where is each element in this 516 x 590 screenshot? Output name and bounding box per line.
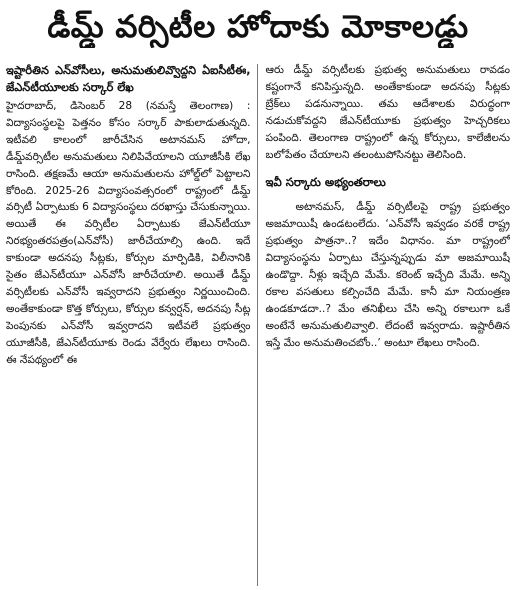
objections-paragraph: అటానమస్, డీమ్డ్ వర్సిటీలపై రాష్ట్ర ప్రభుత్వం అజమాయిషీ ఉండటంలేదు. ‘ఎన్‌వోసీ ఇవ్వడం వరకే రాష్ట్ర ప్రభుత్వం పాత్రనా..? ఇదేం విధానం. మా రాష్ట్రంలో విద్యాసంస్థను ఏర్పాటు చేస్తున్నప్పుడు మా అజమాయిషీ ఉండొద్దా. నీళ్లు ఇచ్చేది మేమే. కరెంట్ ఇచ్చేది మేమే. అన్ని రకాల వసతులు కల్పించేది మేమే. కానీ మా నియంత్రణ ఉండకూడదా..? మేం తనిఖీలు చేసి అన్ని రకాలుగా ఒకే అంటేనే అనుమతులివ్వాలి. లేదంటే ఇవ్వరాదు. ఇష్టారీతిన ఇస్తే మేం అనుమతించబోం..’ అంటూ లేఖలు రాసింది. [265,201,510,349]
subheadline: ఇష్టారీతిన ఎన్‌వోసీలు, అనుమతులివ్వొద్దని ఏఐసీటీఈ, జేఎన్‌టీయూలకు సర్కార్ లేఖ [6,64,251,94]
continuation-paragraph: ఆరు డీమ్డ్ వర్సిటీలకు ప్రభుత్వ అనుమతులు రావడం కష్టంగానే కనిపిస్తున్నది. అంతేకాకుండా అదనపు సీట్లకు బ్రేక్‌లు పడనున్నాయి. తమ ఆదేశాలకు విరుద్ధంగా నడుచుకోవద్దని జేఎన్‌టీయూకు ప్రభుత్వం హెచ్చరికలు పంపింది. తెలంగాణ రాష్ట్రంలో ఉన్న కోర్సులు, కాలేజీలను బలోపేతం చేయాలని తలంటుపోసినట్టు తెలిసింది. [265,64,510,161]
left-column [6,62,257,586]
section-title: ఇవీ సర్కారు అభ్యంతరాలు [265,175,386,190]
right-column [258,62,511,586]
article-body [6,62,510,586]
dateline-paragraph: హైదరాబాద్, డిసెంబర్ 28 (నమస్తే తెలంగాణ) : విద్యాసంస్థలపై పెత్తనం కోసం సర్కార్ పాకులాడుతున్నది. ఇటీవలి కాలంలో జారీచేసిన అటానమస్ హోదా, డీమ్డ్‌వర్సిటీల అనుమతులు నిలిపివేయాలని యూజీసీకి లేఖ రాసింది. తక్షణమే ఆయా అనుమతులను హోల్డ్‌లో పెట్టాలని కోరింది. 2025-26 విద్యాసంవత్సరంలో రాష్ట్రంలో డీమ్డ్ వర్సిటీ ఏర్పాటుకు 6 విద్యాసంస్థలు దరఖాస్తు చేసుకున్నాయి. అయితే ఈ వర్సిటీల ఏర్పాటుకు జేఎన్‌టీయూ నిరభ్యంతరపత్రం(ఎన్‌వోసీ) జారీచేయాల్సి ఉంది. ఇదే కాకుండా అదనపు సీట్లకు, కోర్సుల మార్పిడికి, విలీనానికి సైతం జేఎన్‌టీయూ ఎన్‌వోసీ జారీచేయాలి. అయితే డీమ్డ్ వర్సిటీలకు ఎన్‌వోసీ ఇవ్వరాదని ప్రభుత్వం నిర్ణయించింది. అంతేకాకుండా కొత్త కోర్సులు, కోర్సుల కన్వర్షన్, అదనపు సీట్ల పెంపునకు ఎన్‌వోసీ ఇవ్వరాదని ఇటీవలే ప్రభుత్వం యూజీసీకి, జేఎన్‌టీయూకు రెండు వేర్వేరు లేఖలు రాసింది. ఈ నేపథ్యంలో ఈ [6,100,251,366]
headline: డీమ్డ్ వర్సిటీల హోదాకు మోకాలడ్డు [47,9,469,45]
